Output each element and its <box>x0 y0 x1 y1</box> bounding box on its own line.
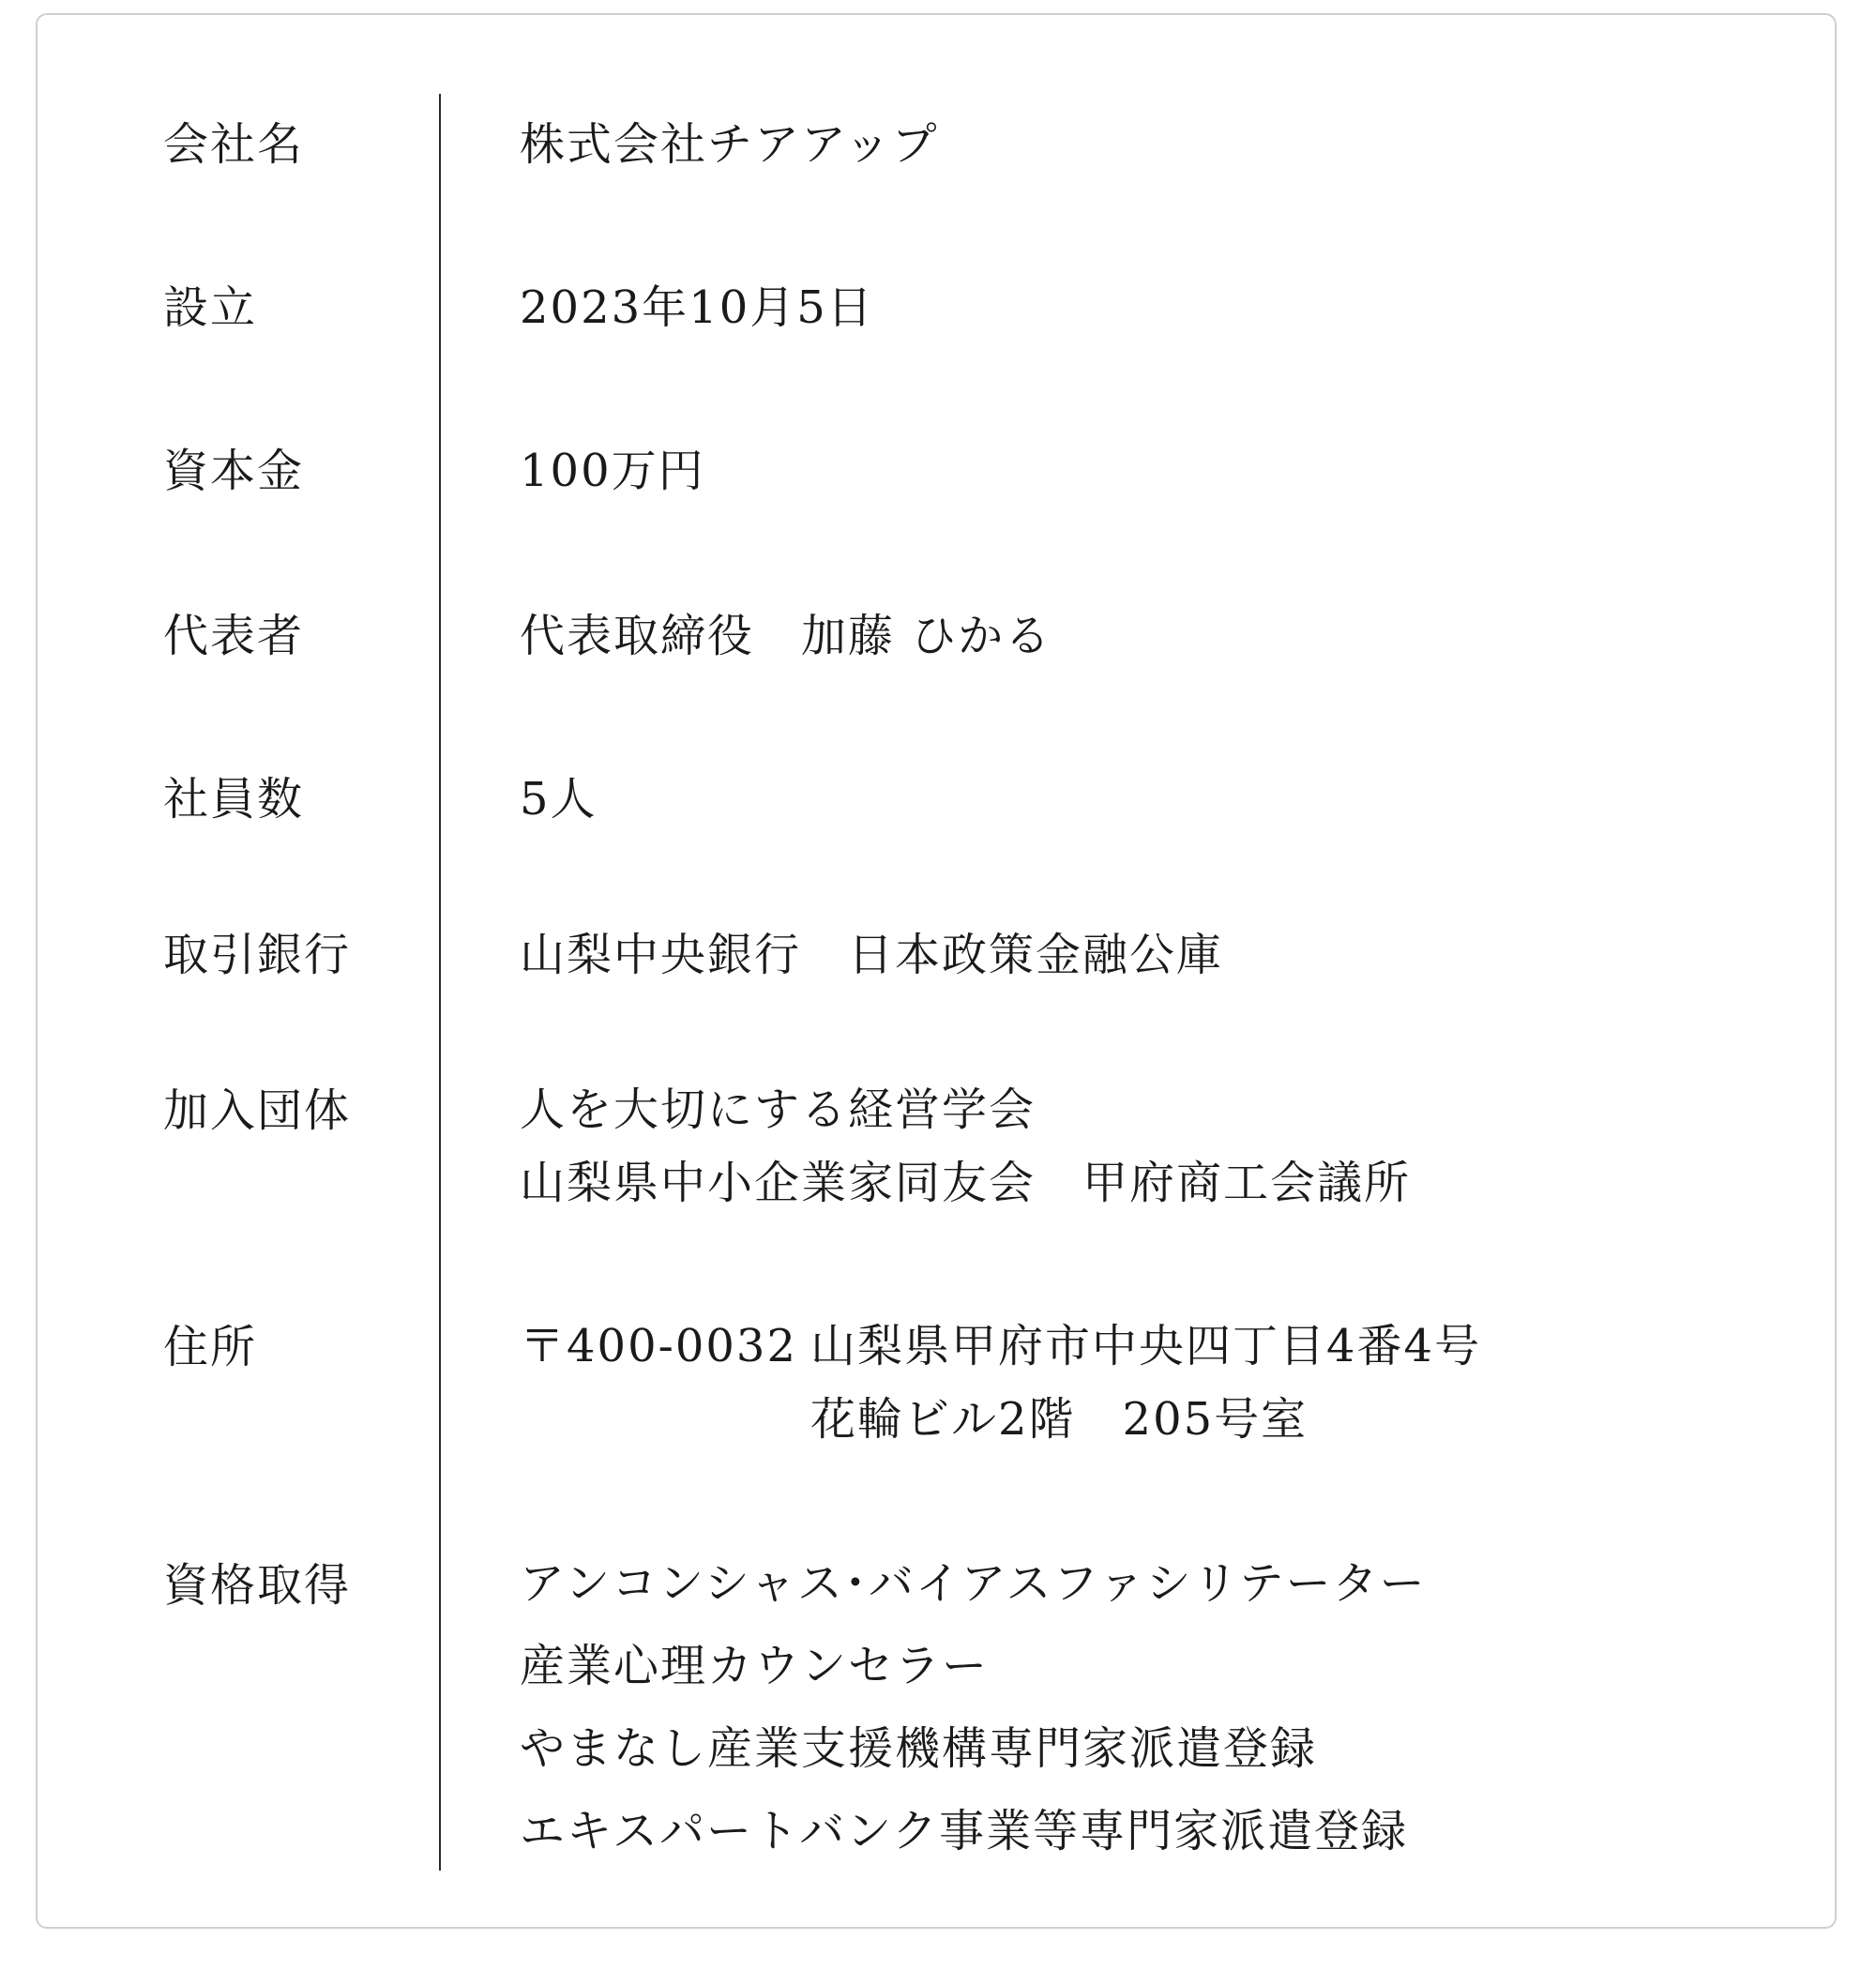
value-capital: 100万円 <box>520 445 705 497</box>
label-capital: 資本金 <box>163 445 305 497</box>
qualification-line: エキスパートバンク事業等専門家派遣登録 <box>520 1805 1409 1857</box>
value-qualifications <box>520 1542 1427 1872</box>
column-divider <box>439 94 441 1871</box>
qualification-line: 産業心理カウンセラー <box>520 1640 990 1692</box>
label-address: 住所 <box>163 1321 258 1373</box>
address-line-1: 山梨県甲府市中央四丁目4番4号 <box>810 1320 1482 1372</box>
company-profile-card <box>36 13 1837 1929</box>
value-representative: 代表取締役 加藤 ひかる <box>520 610 1052 662</box>
postal-code: 〒400-0032 <box>520 1320 797 1372</box>
label-company-name: 会社名 <box>163 118 305 171</box>
membership-line: 人を大切にする経営学会 <box>520 1084 1036 1136</box>
membership-line: 山梨県中小企業家同友会 甲府商工会議所 <box>520 1157 1412 1209</box>
qualification-line: やまなし産業支援機構専門家派遣登録 <box>520 1722 1318 1775</box>
label-banks: 取引銀行 <box>163 929 352 981</box>
label-employees: 社員数 <box>163 773 305 826</box>
value-established: 2023年10月5日 <box>520 281 874 334</box>
label-memberships: 加入団体 <box>163 1084 352 1137</box>
label-established: 設立 <box>163 281 258 334</box>
address-row-2 <box>520 1383 1481 1456</box>
label-representative: 代表者 <box>163 610 305 662</box>
label-qualifications: 資格取得 <box>163 1559 352 1612</box>
value-company-name: 株式会社チアアップ <box>520 118 939 171</box>
value-employees: 5人 <box>520 773 598 826</box>
address-row-1 <box>520 1310 1481 1383</box>
address-line-2: 花輪ビル2階 205号室 <box>810 1393 1309 1446</box>
qualification-line: アンコンシャス･バイアスファシリテーター <box>520 1557 1427 1610</box>
value-memberships <box>520 1073 1411 1220</box>
value-banks: 山梨中央銀行 日本政策金融公庫 <box>520 929 1224 981</box>
value-address <box>520 1310 1481 1456</box>
